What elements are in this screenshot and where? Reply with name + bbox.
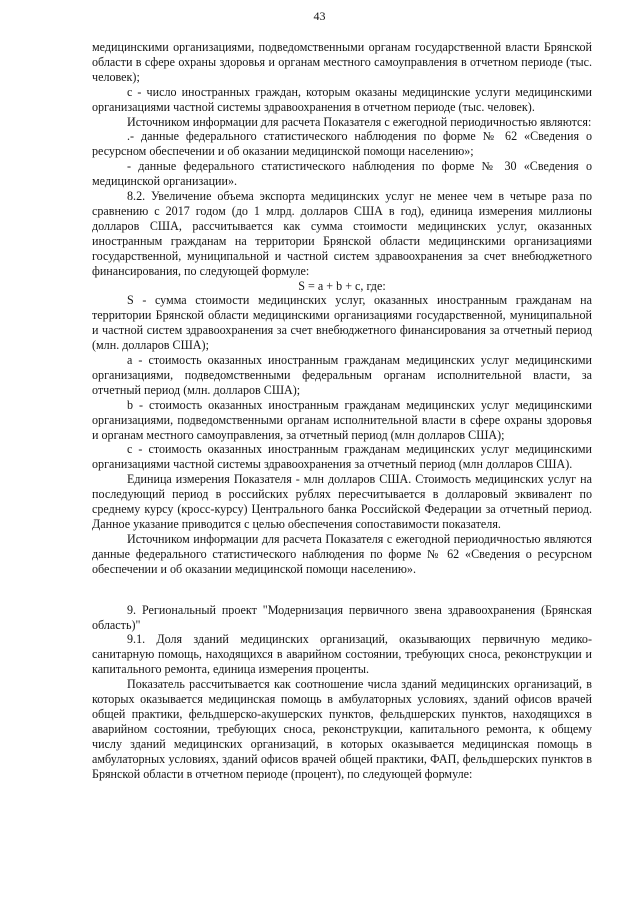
- paragraph-variable-b: b - стоимость оказанных иностранным гражданам медицинских услуг медицинскими организациями, подведомственными органам исполнительной власти в сфере охраны здоровья и органам местного самоуправления, за отчетный период (млн долларов США);: [92, 397, 592, 442]
- paragraph-source-form-30: - данные федерального статистического наблюдения по форме № 30 «Сведения о медицинской организации».: [92, 159, 592, 189]
- section-gap: [92, 577, 592, 603]
- page-number: 43: [313, 9, 326, 23]
- paragraph-calculation-method: Показатель рассчитывается как соотношение числа зданий медицинских организаций, в которых оказывается медицинская помощь в амбулаторных условиях, зданий офисов врачей общей практики, фельдшерско-акушерских пунктов, фельдшерских пунктов, находящихся в аварийном состоянии, требующих сноса, реконструкции, капитального ремонта, к общему числу зданий медицинских организаций, в которых оказывается медицинская помощь в амбулаторных условиях, зданий офисов врачей общей практики, ФАП, фельдшерских пунктов в Брянской области в отчетном периоде (процент), по следующей формуле:: [92, 677, 592, 781]
- document-body: [92, 40, 592, 782]
- paragraph-continuation: медицинскими организациями, подведомственными органам государственной власти Брянской области в сфере охраны здоровья и органам местного самоуправления в отчетном периоде (тыс. человек);: [92, 40, 592, 84]
- formula-line: S = a + b + c, где:: [298, 278, 386, 293]
- paragraph-variable-c-cost: c - стоимость оказанных иностранным гражданам медицинских услуг медицинскими организациями частной системы здравоохранения за отчетный период (млн долларов США).: [92, 442, 592, 472]
- paragraph-unit-of-measure: Единица измерения Показателя - млн долларов США. Стоимость медицинских услуг на последующий период в российских рублях пересчитывается в долларовый эквивалент по среднему курсу (кросс-курсу) Центрального банка Российской Федерации за отчетный период. Данное указание приводится с целью обеспечения сопоставимости показателя.: [92, 472, 592, 531]
- paragraph-section-8-2: 8.2. Увеличение объема экспорта медицинских услуг не менее чем в четыре раза по сравнению с 2017 годом (до 1 млрд. долларов США в год), единица измерения миллионы долларов США, рассчитывается как сумма стоимости медицинских услуг, оказанных иностранным гражданам на территории Брянской области медицинскими организациями государственной, муниципальной и частной систем здравоохранения за счет внебюджетного финансирования, по следующей формуле:: [92, 189, 592, 278]
- paragraph-variable-s: S - сумма стоимости медицинских услуг, оказанных иностранным гражданам на территории Брянской области медицинскими организациями государственной, муниципальной и частной систем здравоохранения за счет внебюджетного финансирования за отчетный период (млн. долларов США);: [92, 293, 592, 353]
- paragraph-variable-c: c - число иностранных граждан, которым оказаны медицинские услуги медицинскими организациями частной системы здравоохранения в отчетном периоде (тыс. человек).: [92, 84, 592, 114]
- paragraph-source-intro: Источником информации для расчета Показателя с ежегодной периодичностью являются:: [127, 114, 592, 129]
- paragraph-source-info: Источником информации для расчета Показателя с ежегодной периодичностью являются данные федерального статистического наблюдения по форме № 62 «Сведения о ресурсном обеспечении и об оказании медицинской помощи населению».: [92, 531, 592, 576]
- section-heading-9: 9. Региональный проект "Модернизация первичного звена здравоохранения (Брянская область)": [92, 602, 592, 632]
- paragraph-source-form-62: .- данные федерального статистического наблюдения по форме № 62 «Сведения о ресурсном обеспечении и об оказании медицинской помощи населению»;: [92, 129, 592, 159]
- paragraph-section-9-1: 9.1. Доля зданий медицинских организаций, оказывающих первичную медико-санитарную помощь, находящихся в аварийном состоянии, требующих сноса, реконструкции и капитального ремонта, единица измерения проценты.: [92, 632, 592, 677]
- paragraph-variable-a: a - стоимость оказанных иностранным гражданам медицинских услуг медицинскими организациями, подведомственными федеральным органам исполнительной власти, за отчетный период (млн. долларов США);: [92, 353, 592, 397]
